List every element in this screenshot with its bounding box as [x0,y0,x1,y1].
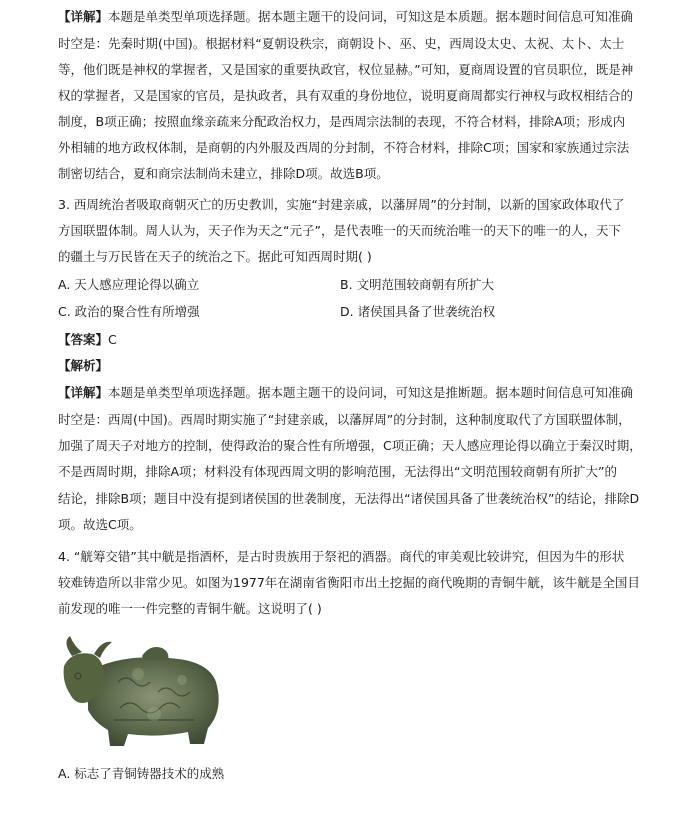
q3-detail-line-6: 项。故选C项。 [58,517,142,532]
q3-detail-line-1 [58,384,633,402]
analysis2-line-7: 制密切结合，夏和商宗法制尚未建立，排除D项。故选B项。 [58,166,389,181]
q4-option-a: A. 标志了青铜铸器技术的成熟 [58,766,225,781]
bronze-ox-gong-drawing [58,632,228,760]
q3-options-row-1 [58,276,638,294]
detail-tag: 【详解】 [58,385,109,400]
analysis2-line-3: 等，他们既是神权的掌握者，又是国家的重要执政官，权位显赫。”可知，夏商周设置的官员职位，既是神 [58,62,634,77]
q3-analysis-heading: 【解析】 [58,358,109,373]
q3-option-a: A. 天人感应理论得以确立 [58,277,200,292]
q4-stem-line-3: 前发现的唯一一件完整的青铜牛觥。这说明了( ) [58,601,322,616]
analysis2-line-2: 时空是：先秦时期(中国)。根据材料“夏朝设秩宗，商朝设卜、巫、史，西周设太史、太祝、太卜、太士 [58,36,625,51]
detail-tag: 【详解】 [58,9,109,24]
analysis2-line-1 [58,8,633,26]
q3-detail-text-1: 本题是单类型单项选择题。据本题主题干的设问词，可知这是推断题。据本题时间信息可知准确 [108,385,634,400]
q4-stem-line-2: 较难铸造所以非常少见。如图为1977年在湖南省衡阳市出土挖掘的商代晚期的青铜牛觥，该牛觥是全国目 [58,575,640,590]
q3-detail-line-4: 不是西周时期，排除A项；材料没有体现西周文明的影响范围，无法得出“文明范围较商朝有所扩大”的 [58,464,618,479]
q3-answer [58,331,117,349]
q3-detail-line-2: 时空是：西周(中国)。西周时期实施了“封建亲戚，以藩屏周”的分封制，这种制度取代了方国联盟体制， [58,412,631,427]
answer-tag: 【答案】 [58,332,109,347]
analysis2-line-5: 制度，B项正确；按照血缘亲疏来分配政治权力，是西周宗法制的表现，不符合材料，排除A项；形成内 [58,114,626,129]
q3-detail-line-5: 结论，排除B项；题目中没有提到诸侯国的世袭制度，无法得出“诸侯国具备了世袭统治权”的结论，排除D [58,491,640,506]
q3-option-b: B. 文明范围较商朝有所扩大 [340,277,495,292]
q3-options-row-2 [58,303,638,321]
q4-stem-line-1: 4. “觥筹交错”其中觥是指酒杯，是古时贵族用于祭祀的酒器。商代的审美观比较讲究，但因为牛的形状 [58,549,625,564]
q3-option-d: D. 诸侯国具备了世袭统治权 [340,304,496,319]
q3-stem-line-1: 3. 西周统治者吸取商朝灭亡的历史教训，实施“封建亲戚，以藩屏周”的分封制，以新的国家政体取代了 [58,197,625,212]
analysis2-line-6: 外相辅的地方政权体制，是商朝的内外服及西周的分封制，不符合材料，排除C项；国家和家族通过宗法 [58,140,630,155]
analysis2-text-1: 本题是单类型单项选择题。据本题主题干的设问词，可知这是本质题。据本题时间信息可知准确 [108,9,634,24]
analysis2-line-4: 权的掌握者，又是国家的官员，是执政者，具有双重的身份地位，说明夏商周都实行神权与政权相结合的 [58,88,634,103]
bronze-ox-gong-image [58,632,228,760]
q3-stem-line-3: 的疆土与万民皆在天子的统治之下。据此可知西周时期( ) [58,249,372,264]
q3-option-c: C. 政治的聚合性有所增强 [58,304,200,319]
answer-value: C [108,332,117,347]
q3-stem-line-2: 方国联盟体制。周人认为，天子作为天之“元子”，是代表唯一的天而统治唯一的天下的唯一的人，天下 [58,223,621,238]
q3-detail-line-3: 加强了周天子对地方的控制，使得政治的聚合性有所增强，C项正确；天人感应理论得以确立于秦汉时期， [58,438,642,453]
